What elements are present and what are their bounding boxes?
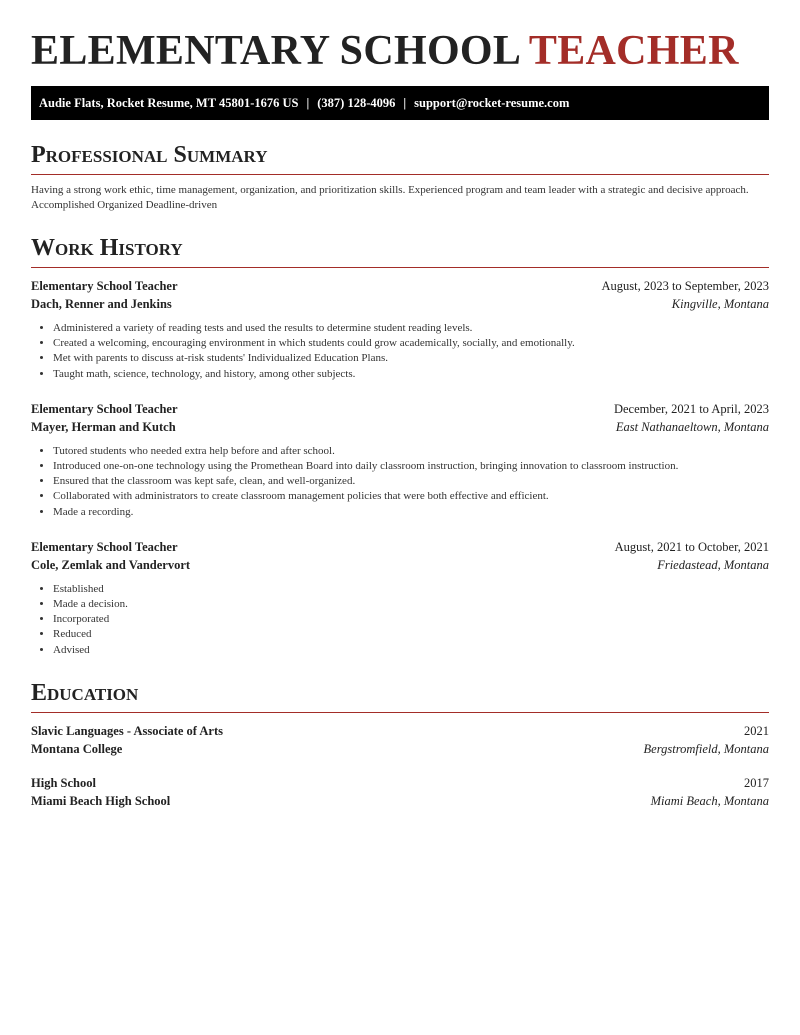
job-bullet: • Taught math, science, technology, and history, among other subjects. xyxy=(53,367,769,382)
section-divider xyxy=(31,267,769,268)
title-main: ELEMENTARY SCHOOL xyxy=(31,28,519,74)
job-bullet: • Made a recording. xyxy=(53,505,769,520)
section-title-work: Work History xyxy=(31,235,183,261)
education-entry xyxy=(31,722,769,758)
job-bullet: • Ensured that the classroom was kept safe, clean, and well-organized. xyxy=(53,474,769,489)
job-entry xyxy=(31,538,769,658)
job-bullet: • Administered a variety of reading tests and used the results to determine student reading levels. xyxy=(53,321,769,336)
job-bullet: • Met with parents to discuss at-risk students' Individualized Education Plans. xyxy=(53,351,769,366)
job-company: Mayer, Herman and Kutch xyxy=(31,419,176,434)
job-bullet: • Reduced xyxy=(53,627,769,642)
contact-email: support@rocket-resume.com xyxy=(414,95,570,110)
job-dates: August, 2023 to September, 2023 xyxy=(601,279,769,293)
section-divider xyxy=(31,174,769,175)
job-bullets xyxy=(31,444,769,520)
job-bullet: • Tutored students who needed extra help before and after school. xyxy=(53,444,769,459)
education-section xyxy=(31,678,769,810)
section-title-summary: Professional Summary xyxy=(31,142,268,168)
work-history-section xyxy=(31,233,769,658)
section-divider xyxy=(31,712,769,713)
job-location: Kingville, Montana xyxy=(671,297,769,311)
job-company: Dach, Renner and Jenkins xyxy=(31,297,172,311)
job-bullet: • Advised xyxy=(53,643,769,658)
education-degree: Slavic Languages - Associate of Arts xyxy=(31,723,224,738)
job-position: Elementary School Teacher xyxy=(31,279,178,293)
title-accent: TEACHER xyxy=(528,28,739,74)
education-location: Miami Beach, Montana xyxy=(650,793,769,808)
section-title-education: Education xyxy=(31,679,139,706)
job-dates: December, 2021 to April, 2023 xyxy=(613,401,769,416)
job-company: Cole, Zemlak and Vandervort xyxy=(31,557,191,572)
summary-section xyxy=(31,140,769,213)
job-bullet: • Introduced one-on-one technology using the Promethean Board into daily classroom instruction, bringing innovation to classroom instruction. xyxy=(53,459,769,474)
job-bullet: • Established xyxy=(53,582,769,597)
education-year: 2017 xyxy=(744,775,769,790)
job-position: Elementary School Teacher xyxy=(31,401,178,416)
job-bullet: • Incorporated xyxy=(53,612,769,627)
education-school: Montana College xyxy=(31,741,123,756)
job-dates: August, 2021 to October, 2021 xyxy=(614,539,769,554)
summary-text: Having a strong work ethic, time management, organization, and prioritization skills. Experienced program and team leader with a strategic and decisive approach. Accomplished Organized Deadline-driven xyxy=(31,184,749,211)
job-bullet: • Created a welcoming, encouraging environment in which students could grow academically, socially, and emotionally. xyxy=(53,336,769,351)
contact-address: Audie Flats, Rocket Resume, MT 45801-1676 US xyxy=(39,95,299,110)
contact-phone: (387) 128-4096 xyxy=(317,95,396,110)
job-location: East Nathanaeltown, Montana xyxy=(615,419,769,434)
job-entry xyxy=(31,277,769,382)
contact-bar xyxy=(31,86,769,120)
job-bullets xyxy=(31,582,769,658)
resume-title xyxy=(31,26,769,76)
education-entry xyxy=(31,774,769,810)
job-entry xyxy=(31,400,769,520)
job-bullet: • Collaborated with administrators to create classroom management policies that were both effective and efficient. xyxy=(53,489,769,504)
education-year: 2021 xyxy=(744,723,769,738)
contact-separator: | xyxy=(306,95,310,110)
education-location: Bergstromfield, Montana xyxy=(643,741,769,756)
job-bullet: • Made a decision. xyxy=(53,597,769,612)
job-location: Friedastead, Montana xyxy=(657,557,769,572)
job-position: Elementary School Teacher xyxy=(31,539,178,554)
education-degree: High School xyxy=(31,775,96,790)
job-bullets xyxy=(31,321,769,382)
contact-separator: | xyxy=(403,95,407,110)
education-school: Miami Beach High School xyxy=(31,793,171,808)
